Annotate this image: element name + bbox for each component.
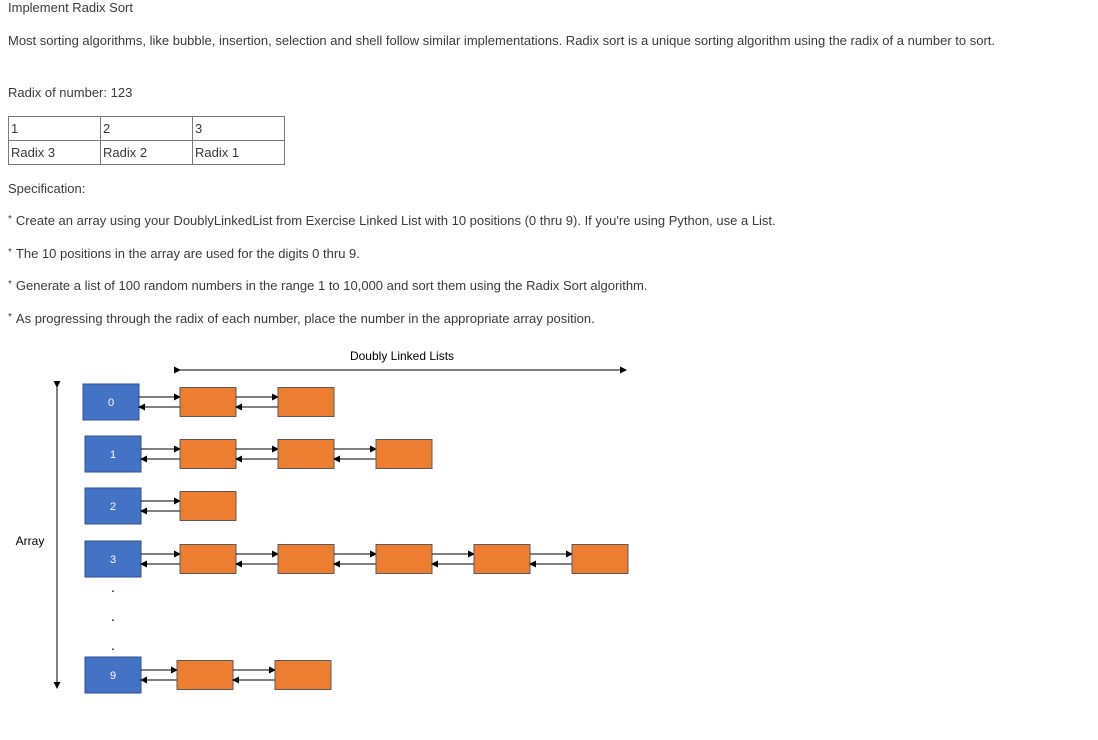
intro-paragraph: Most sorting algorithms, like bubble, insertion, selection and shell follow similar implementations. Radix sort is a unique sorting algorithm using the radix of a number to sort. <box>8 33 996 48</box>
spec-bullet <box>8 246 360 261</box>
linked-list-node <box>474 545 530 574</box>
radix-table <box>8 116 285 165</box>
radix-label-cell: Radix 3 <box>9 141 101 165</box>
diagram-rows <box>83 384 628 693</box>
spec-bullet <box>8 213 776 228</box>
array-cell-label: 3 <box>109 554 117 566</box>
bullet-text: The 10 positions in the array are used for the digits 0 thru 9. <box>15 246 360 261</box>
linked-list-node <box>180 492 236 521</box>
radix-label-row <box>9 141 285 165</box>
bullet-text: As progressing through the radix of each number, place the number in the appropriate array position. <box>15 311 595 326</box>
ellipsis-dot: . <box>111 608 115 624</box>
bullet-text: Create an array using your DoublyLinkedList from Exercise Linked List with 10 positions (0 thru 9). If you're using Python, use a List. <box>15 213 776 228</box>
bullet-marker: * <box>8 312 12 323</box>
linked-list-node <box>275 661 331 690</box>
linked-list-node <box>177 661 233 690</box>
linked-list-node <box>376 440 432 469</box>
linked-list-node <box>278 545 334 574</box>
spec-bullet <box>8 311 595 326</box>
linked-list-node <box>278 388 334 417</box>
spec-bullet <box>8 278 648 293</box>
doubly-linked-lists-label: Doubly Linked Lists <box>349 349 455 363</box>
array-cell-label: 2 <box>109 501 117 513</box>
bullet-marker: * <box>8 279 12 290</box>
array-cell-label: 1 <box>109 449 117 461</box>
array-cell-label: 0 <box>107 397 115 409</box>
linked-list-node <box>180 545 236 574</box>
linked-list-node <box>572 545 628 574</box>
array-cell-label: 9 <box>109 670 117 682</box>
bullet-text: Generate a list of 100 random numbers in the range 1 to 10,000 and sort them using the Radix Sort algorithm. <box>15 278 648 293</box>
array-label: Array <box>15 534 45 548</box>
radix-diagram <box>0 340 1098 710</box>
radix-label-cell: Radix 2 <box>101 141 193 165</box>
bullet-marker: * <box>8 247 12 258</box>
spec-heading: Specification: <box>8 181 86 196</box>
radix-digit-cell: 1 <box>9 117 101 141</box>
bullet-marker: * <box>8 214 12 225</box>
linked-list-node <box>278 440 334 469</box>
ellipsis-dot: . <box>111 579 115 595</box>
linked-list-node <box>376 545 432 574</box>
radix-digit-row <box>9 117 285 141</box>
linked-list-node <box>180 388 236 417</box>
radix-digit-cell: 2 <box>101 117 193 141</box>
page-title: Implement Radix Sort <box>8 0 133 15</box>
radix-digit-cell: 3 <box>193 117 285 141</box>
radix-label-cell: Radix 1 <box>193 141 285 165</box>
radix-example-line: Radix of number: 123 <box>8 85 133 100</box>
linked-list-node <box>180 440 236 469</box>
ellipsis-dot: . <box>111 637 115 653</box>
